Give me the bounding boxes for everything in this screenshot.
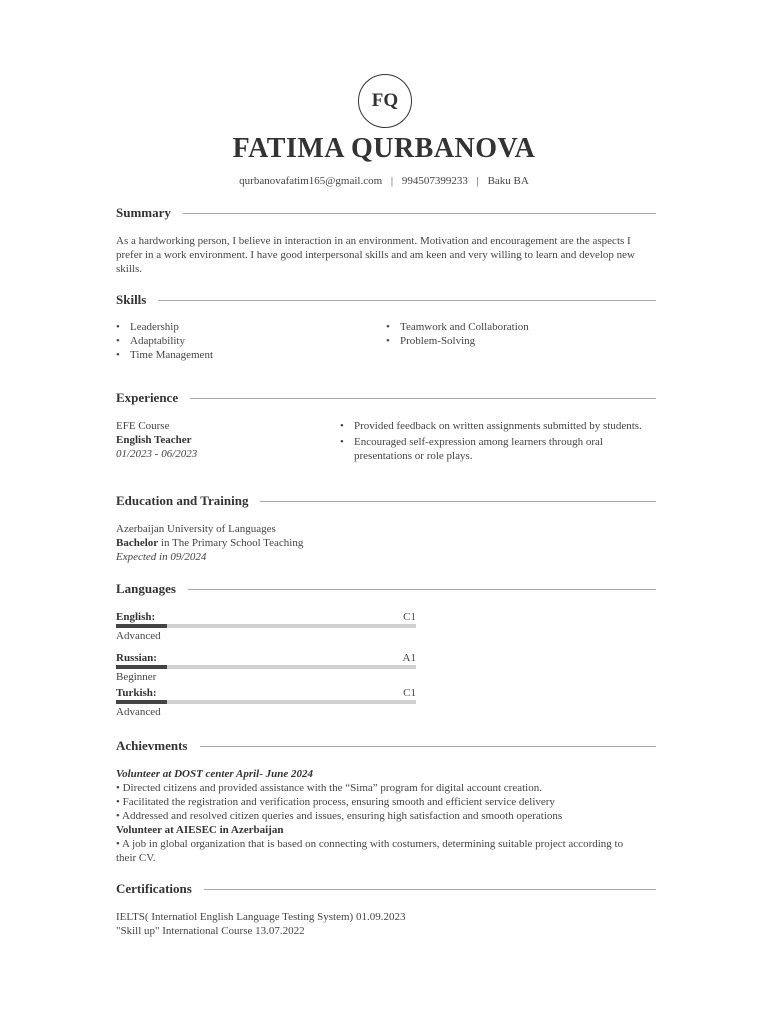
achievement-role: Volunteer at AIESEC in Azerbaijan — [116, 824, 284, 836]
monogram-badge: FQ — [358, 74, 412, 128]
summary-line: As a hardworking person, I believe in interaction in an environment. Motivation and encouragement are the aspects I — [116, 235, 631, 247]
section-heading-education — [116, 492, 656, 510]
section-heading-experience — [116, 389, 656, 407]
skill-item: • Problem-Solving — [386, 334, 529, 348]
language-name: Russian: — [116, 652, 157, 664]
degree-type: Bachelor — [116, 537, 159, 549]
language-bar-fill — [116, 624, 167, 628]
contact-line — [0, 175, 768, 187]
achievement-bullet: • A job in global organization that is based on connecting with costumers, determining suitable project according to — [116, 838, 624, 850]
section-heading-certifications — [116, 880, 656, 898]
contact-email[interactable]: qurbanovafatim165@gmail.com — [239, 175, 383, 187]
language-level: Beginner — [116, 671, 157, 683]
expected-date: Expected in 09/2024 — [116, 551, 207, 563]
certification-item: IELTS( Internatiol English Language Testing System) 01.09.2023 — [116, 911, 406, 923]
achievement-bullet: • Facilitated the registration and verification process, ensuring smooth and efficient service delivery — [116, 796, 555, 808]
language-bar — [116, 665, 416, 669]
experience-bullets — [338, 419, 658, 465]
contact-phone[interactable]: 994507399233 — [401, 175, 468, 187]
section-title: Achievments — [116, 738, 188, 753]
achievement-bullet: • Directed citizens and provided assistance with the “Sima” program for digital account creation. — [116, 782, 542, 794]
language-level: Advanced — [116, 630, 161, 642]
divider — [200, 746, 657, 747]
language-bar-fill — [116, 700, 167, 704]
summary-line: prefer in a work environment. I have good interpersonal skills and am keen and very willing to learn and develop new — [116, 249, 635, 261]
section-heading-skills — [116, 291, 656, 309]
summary-text — [116, 234, 676, 276]
achievement-bullet: their CV. — [116, 852, 156, 864]
language-bar-fill — [116, 665, 167, 669]
section-heading-languages — [116, 580, 656, 598]
skill-item: • Adaptability — [116, 334, 213, 348]
job-dates: 01/2023 - 06/2023 — [116, 448, 198, 460]
language-bar — [116, 624, 416, 628]
divider — [260, 501, 656, 502]
section-title: Experience — [116, 390, 179, 405]
experience-bullet: • Encouraged self-expression among learners through oral presentations or role plays. — [338, 435, 658, 463]
candidate-name: FATIMA QURBANOVA — [232, 133, 536, 164]
school-name: Azerbaijan University of Languages — [116, 523, 276, 535]
divider — [190, 398, 656, 399]
education-entry — [116, 522, 516, 564]
language-name: Turkish: — [116, 687, 157, 699]
divider — [158, 300, 656, 301]
language-russian — [116, 651, 416, 684]
divider — [183, 213, 656, 214]
degree-field: in The Primary School Teaching — [158, 537, 304, 549]
certification-item: "Skill up" International Course 13.07.2022 — [116, 925, 305, 937]
experience-entry — [116, 419, 326, 461]
section-title: Languages — [116, 581, 176, 596]
language-code: A1 — [402, 652, 416, 664]
section-title: Summary — [116, 205, 171, 220]
skill-item: • Teamwork and Collaboration — [386, 320, 529, 334]
separator: | — [390, 175, 394, 187]
language-code: C1 — [403, 611, 416, 623]
contact-location: Baku BA — [487, 175, 529, 187]
achievements-list — [116, 767, 676, 865]
section-heading-achievements — [116, 737, 656, 755]
section-title: Certifications — [116, 881, 192, 896]
skill-item: • Leadership — [116, 320, 213, 334]
achievement-bullet: • Addressed and resolved citizen queries and issues, ensuring high satisfaction and smooth operations — [116, 810, 563, 822]
divider — [204, 889, 656, 890]
achievement-role: Volunteer at DOST center April- June 2024 — [116, 768, 313, 780]
section-heading-summary — [116, 204, 656, 222]
skill-item: • Time Management — [116, 348, 213, 362]
skills-list-left — [116, 320, 213, 362]
summary-line: skills. — [116, 263, 142, 275]
language-bar — [116, 700, 416, 704]
job-title: English Teacher — [116, 434, 192, 446]
skills-list-right — [386, 320, 529, 348]
certifications-list — [116, 910, 676, 938]
section-title: Education and Training — [116, 493, 249, 508]
experience-bullet: • Provided feedback on written assignments submitted by students. — [338, 419, 658, 433]
divider — [188, 589, 656, 590]
language-turkish — [116, 686, 416, 719]
section-title: Skills — [116, 292, 147, 307]
language-english — [116, 610, 416, 643]
language-name: English: — [116, 611, 156, 623]
company-name: EFE Course — [116, 420, 170, 432]
degree-line — [116, 536, 516, 550]
language-level: Advanced — [116, 706, 161, 718]
language-code: C1 — [403, 687, 416, 699]
separator: | — [476, 175, 479, 187]
